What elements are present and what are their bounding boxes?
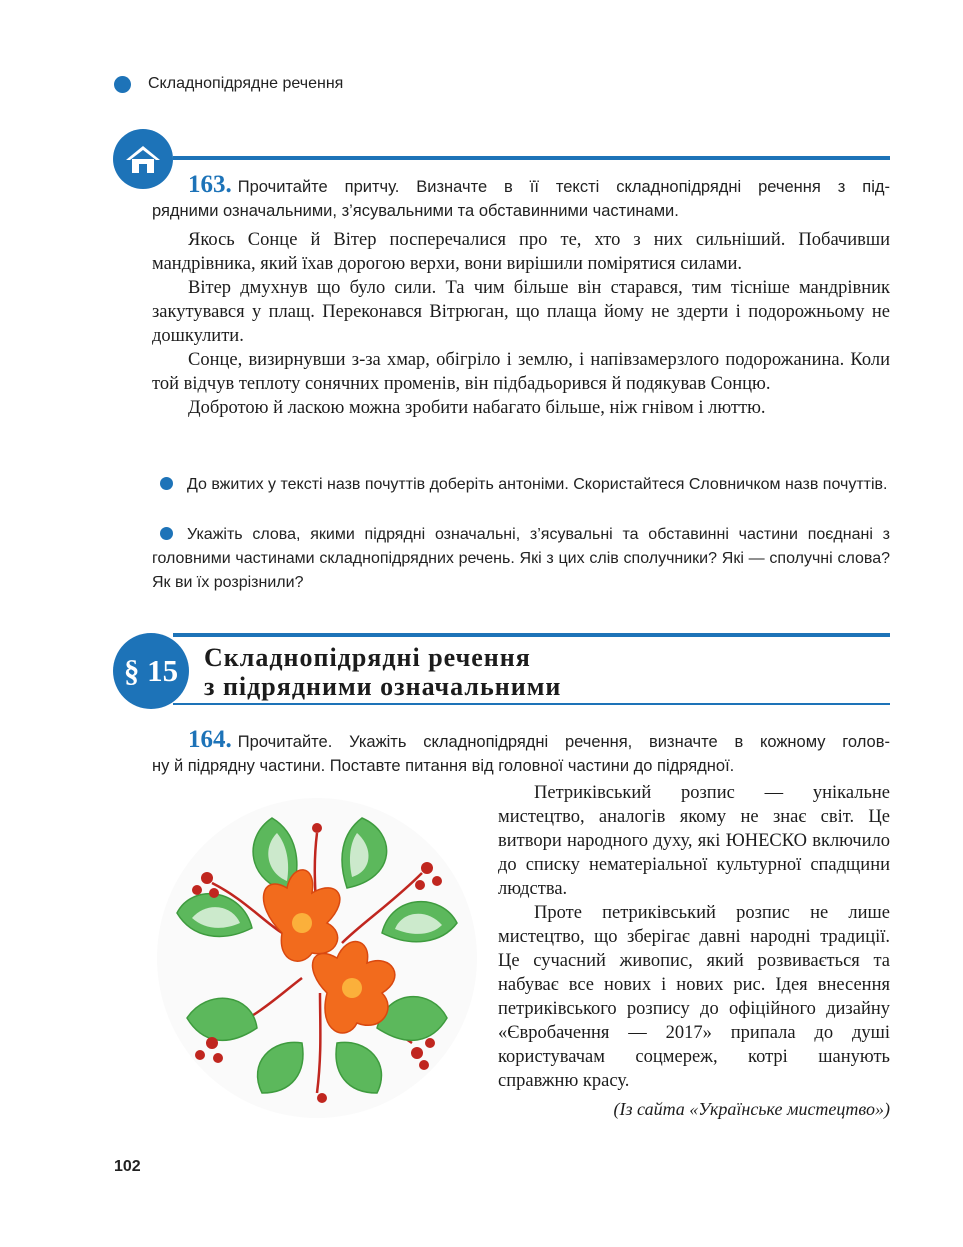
- paragraph: Петриківський розпис — унікальне мистецтво, аналогів якому не знає світ. Це витвори народного духу, які ЮНЕСКО включило до списку нематеріальної культурної спадщини людства.: [498, 783, 890, 899]
- running-header: [114, 72, 343, 96]
- paragraph: Проте петриківський розпис не лише мистецтво, що зберігає давні народні традиції. Це сучасний живопис, який розвивається та набуває все нових і нових рис. Ідея внесення петриківського розпису до офіційного дизайну «Євробачення — 2017» припала до душі користувачам соцмереж, котрі шанують справжню красу.: [498, 903, 890, 1091]
- task-164-number: 164.: [188, 726, 232, 753]
- task-163-number: 163.: [188, 171, 232, 198]
- section-title: Складнопідрядні речення з підрядними означальними: [204, 643, 562, 701]
- question-item: Укажіть слова, якими підрядні означальні, з’ясувальні та обставинні частини поєднані з головними частинами складнопідрядних речень. Які з цих слів сполучники? Які — сполучні слова? Як ви їх розрізнили?: [152, 526, 890, 591]
- section-badge: § 15: [113, 633, 189, 709]
- paragraph: Вітер дмухнув що було сили. Та чим більше він старався, тим тісніше мандрівник закутувався у плащ. Переконався Вітрюган, що плаща йому не здерти і подорожньому не дошкулити.: [152, 278, 890, 346]
- section-rule-top: [173, 633, 890, 637]
- parable-text: [152, 228, 890, 420]
- task-divider: [173, 156, 890, 160]
- question-item: До вжитих у тексті назв почуттів доберіть антоніми. Скористайтеся Словничком назв почуттів.: [152, 473, 890, 497]
- header-title: Складнопідрядне речення: [148, 75, 344, 92]
- paragraph: Якось Сонце й Вітер посперечалися про те, хто з них сильніший. Побачивши мандрівника, який їхав дорогою верхи, вони вирішили помірятися силами.: [152, 230, 890, 274]
- petrykivka-painting-image: [152, 793, 482, 1123]
- task-163-instruction: 163. Прочитайте притчу. Визначте в її тексті складнопідрядні речення з під- рядними означальними, з’ясувальними та обставинними частинами.: [152, 171, 890, 220]
- paragraph: Добротою й ласкою можна зробити набагато більше, ніж гнівом і люттю.: [188, 398, 766, 418]
- petrykivka-text: [498, 781, 890, 1121]
- source-citation: (Із сайта «Українське мистецтво»): [613, 1099, 890, 1119]
- bullet-icon: [160, 477, 173, 490]
- header-bullet-icon: [114, 76, 131, 93]
- paragraph: Сонце, визирнувши з-за хмар, обігріло і землю, і напівзамерзлого подорожанина. Коли той відчув теплоту сонячних променів, він підбадьорився й подякував Сонцю.: [152, 350, 890, 394]
- section-rule-bottom: [173, 703, 890, 705]
- task-164-instruction: 164. Прочитайте. Укажіть складнопідрядні речення, визначте в кожному голов- ну й підрядну частини. Поставте питання від головної частини до підрядної.: [152, 726, 890, 775]
- bullet-icon: [160, 527, 173, 540]
- page-number: 102: [114, 1158, 141, 1175]
